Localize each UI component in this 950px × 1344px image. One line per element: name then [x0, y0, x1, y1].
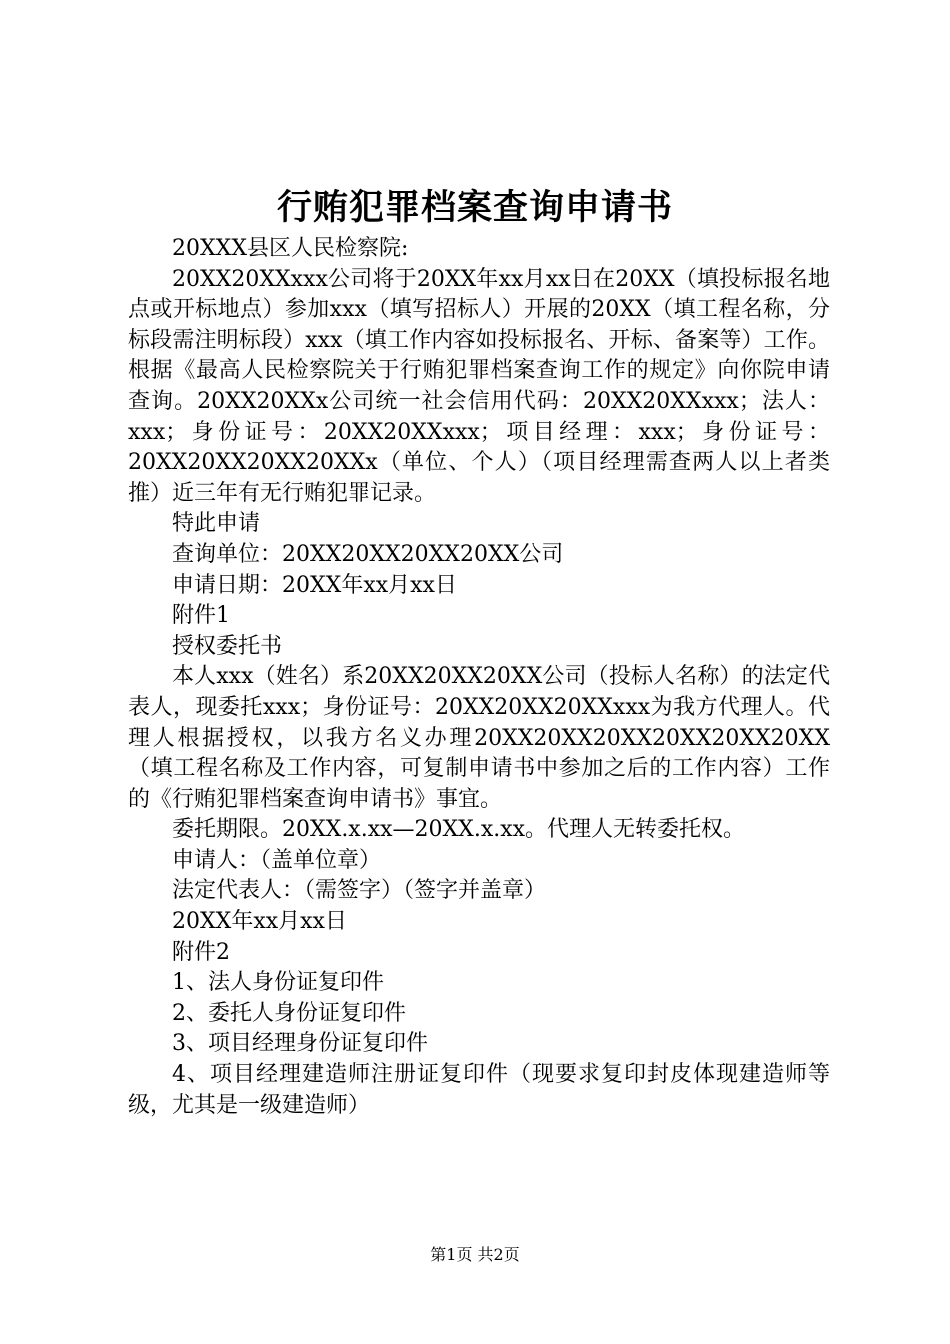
sign-date-line: 20XX年xx月xx日: [172, 909, 347, 935]
special-request-line: 特此申请: [172, 511, 261, 537]
entrust-period-line: 委托期限。20XX.x.xx—20XX.x.xx。代理人无转委托权。: [172, 817, 746, 843]
applicant-line: 申请人：（盖单位章）: [172, 847, 382, 873]
main-request-paragraph: 20XX20XXxxx公司将于20XX年xx月xx日在20XX（填投标报名地点或开标地点）参加xxx（填写招标人）开展的20XX（填工程名称，分标段需注明标段）xxx（填工作内容如投标报名、开标、备案等）工作。根据《最高人民检察院关于行贿犯罪档案查询工作的规定》向你院申请查询。20XX20XXx公司统一社会信用代码：20XX20XXxxx；法人：xxx；身份证号：20XX20XXxxx；项目经理：xxx；身份证号：20XX20XX20XX20XXx（单位、个人）（项目经理需查两人以上者类推）近三年有无行贿犯罪记录。: [128, 266, 830, 506]
attachment-1-heading: 附件1: [172, 603, 230, 629]
authorization-paragraph: 本人xxx（姓名）系20XX20XX20XX公司（投标人名称）的法定代表人，现委托xxx；身份证号：20XX20XX20XXxxx为我方代理人。代理人根据授权，以我方名义办理20XX20XX20XX20XX20XX20XX（填工程名称及工作内容，可复制申请书中参加之后的工作内容）工作的《行贿犯罪档案查询申请书》事宜。: [128, 664, 830, 812]
page-number-footer: 第1页 共2页: [430, 1245, 520, 1264]
attachment-item: 2、委托人身份证复印件: [172, 1000, 406, 1026]
attachment-item: 1、法人身份证复印件: [172, 970, 384, 996]
attachment-2-heading: 附件2: [172, 939, 230, 965]
apply-date-line: 申请日期：20XX年xx月xx日: [172, 572, 457, 598]
legal-rep-line: 法定代表人：（需签字）（签字并盖章）: [172, 878, 547, 904]
attachment-item: 3、项目经理身份证复印件: [172, 1031, 428, 1057]
recipient-line: 20XXX县区人民检察院:: [172, 236, 409, 261]
attachment-item: 4、项目经理建造师注册证复印件（现要求复印封皮体现建造师等级，尤其是一级建造师）: [128, 1062, 830, 1118]
query-unit-line: 查询单位：20XX20XX20XX20XX公司: [172, 541, 564, 567]
document-title: 行贿犯罪档案查询申请书: [276, 187, 673, 228]
authorization-title: 授权委托书: [172, 633, 283, 659]
document-body: [128, 234, 830, 1121]
